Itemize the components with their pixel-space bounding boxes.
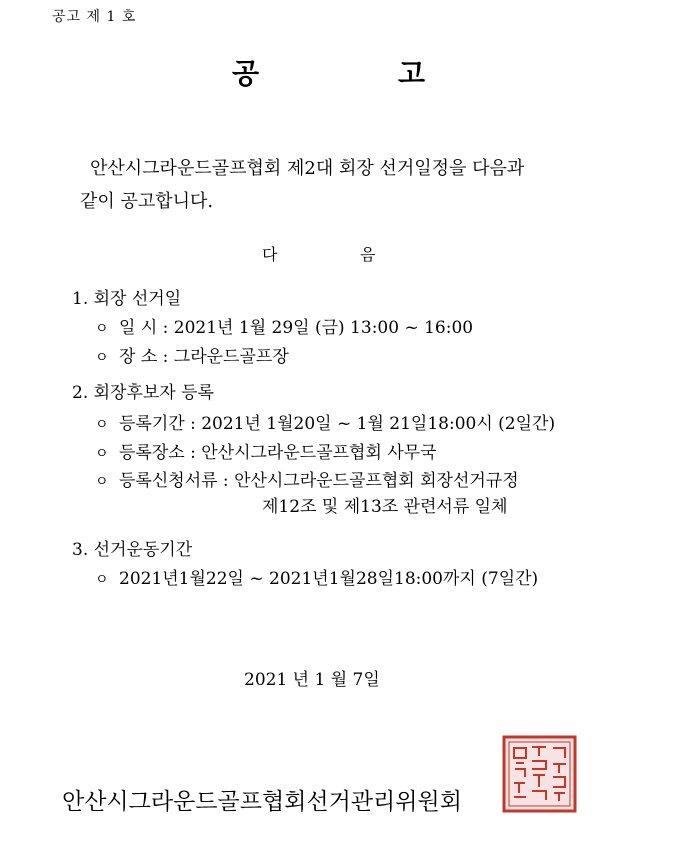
bullet-icon: ㅇ xyxy=(95,474,109,490)
intro-line-1: 안산시그라운드골프협회 제2대 회장 선거일정을 다음과 xyxy=(90,158,525,179)
item-label: 일 시 : 2021년 1월 29일 (금) 13:00 ~ 16:00 xyxy=(119,318,474,338)
bullet-icon: ㅇ xyxy=(95,350,109,366)
list-item xyxy=(95,564,538,589)
list-item xyxy=(95,438,437,463)
item-label: 등록기간 : 2021년 1월20일 ~ 1월 21일18:00시 (2일간) xyxy=(119,414,556,434)
section-title-1: 1. 회장 선거일 xyxy=(72,289,182,309)
official-seal-icon xyxy=(502,735,577,813)
title-char-1: 공 xyxy=(232,57,260,90)
bullet-icon: ㅇ xyxy=(95,572,109,588)
item-label: 2021년1월22일 ~ 2021년1월28일18:00까지 (7일간) xyxy=(119,569,539,589)
list-item xyxy=(95,409,555,434)
issuer-name: 안산시그라운드골프협회선거관리위원회 xyxy=(62,789,462,815)
bullet-icon: ㅇ xyxy=(95,446,109,462)
intro-line-2: 같이 공고합니다. xyxy=(80,191,214,212)
item-label: 등록신청서류 : 안산시그라운드골프협회 회장선거규정 xyxy=(119,471,519,491)
item-label: 장 소 : 그라운드골프장 xyxy=(119,347,289,367)
title-char-2: 고 xyxy=(398,57,426,90)
list-item xyxy=(95,342,289,367)
bullet-icon: ㅇ xyxy=(95,417,109,433)
bullet-icon: ㅇ xyxy=(95,321,109,337)
list-item xyxy=(95,466,519,491)
notice-date: 2021 년 1 월 7일 xyxy=(244,670,380,690)
notice-number: 공고 제 1 호 xyxy=(52,9,137,25)
da-eum-char-2: 음 xyxy=(360,245,376,264)
da-eum-char-1: 다 xyxy=(262,245,278,264)
item-continuation: 제12조 및 제13조 관련서류 일체 xyxy=(262,497,508,517)
section-title-2: 2. 회장후보자 등록 xyxy=(72,383,214,403)
list-item xyxy=(95,313,473,338)
item-label: 등록장소 : 안산시그라운드골프협회 사무국 xyxy=(119,443,437,463)
section-title-3: 3. 선거운동기간 xyxy=(72,540,193,560)
